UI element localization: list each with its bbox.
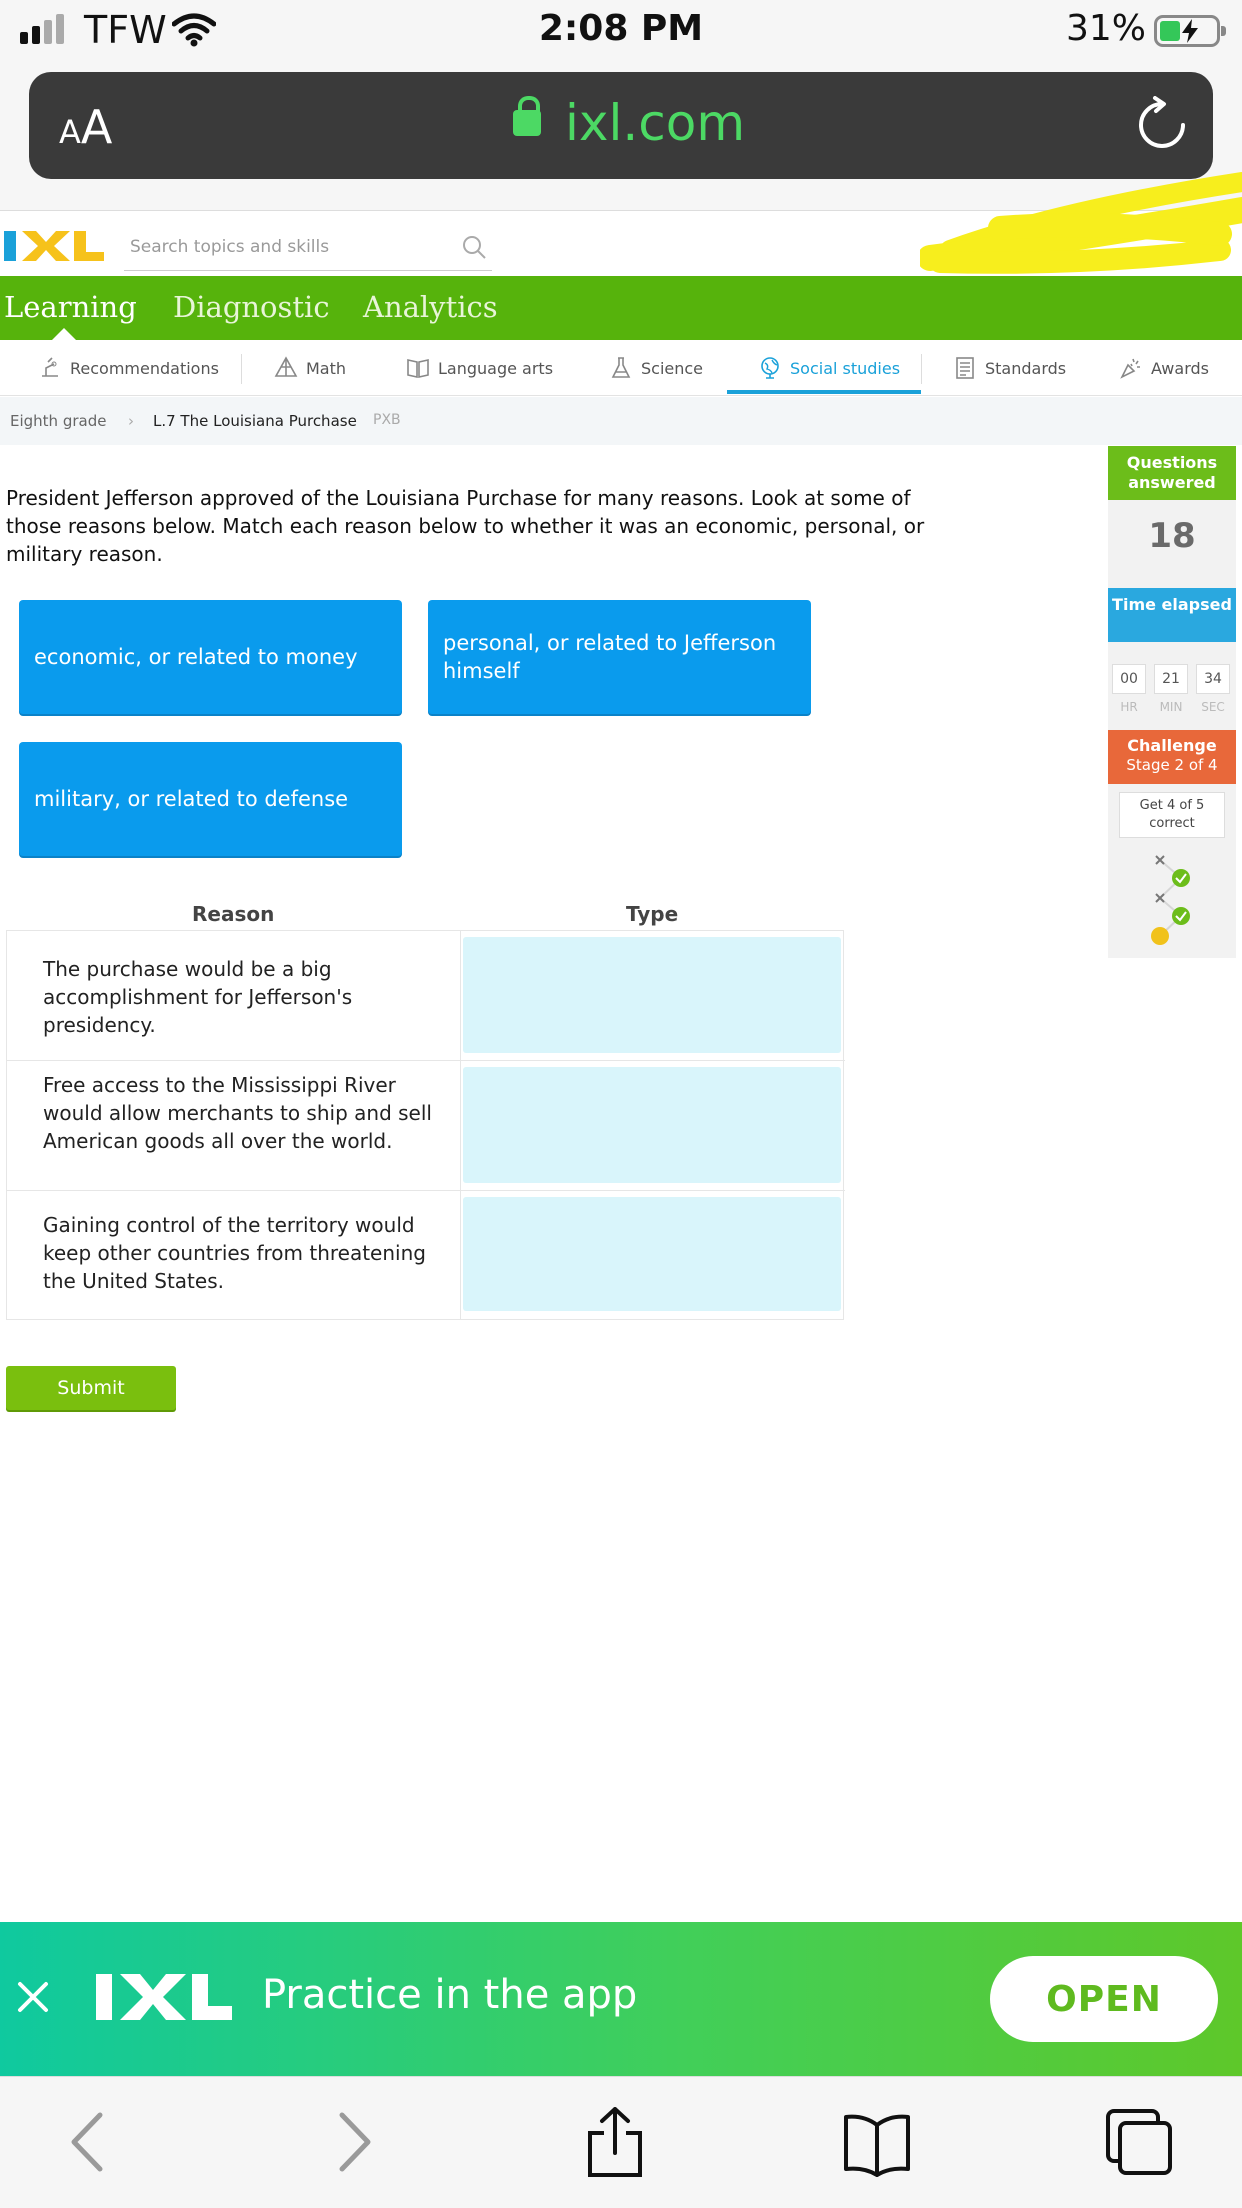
clock: 2:08 PM [538, 8, 704, 49]
reload-icon[interactable] [1133, 96, 1191, 154]
breadcrumb-grade[interactable]: Eighth grade [10, 412, 107, 430]
lock-icon [513, 110, 541, 136]
ios-status-bar [0, 0, 1242, 62]
awards-icon [1119, 356, 1143, 380]
skill-code: PXB [373, 412, 401, 428]
question-prompt: President Jefferson approved of the Louisiana Purchase for many reasons. Look at some of those reasons below. Match each reason below to whether it was an economic, personal, or military reason. [6, 486, 925, 566]
column-header-reason: Reason [192, 902, 275, 926]
column-header-type: Type [626, 902, 679, 926]
challenge-title: Challenge [1127, 736, 1217, 755]
reason-text: The purchase would be a big accomplishment for Jefferson's presidency. [43, 957, 353, 1037]
back-icon[interactable] [56, 2107, 126, 2177]
drop-zone[interactable] [463, 1197, 841, 1311]
timer-hours-label: HR [1120, 700, 1138, 714]
browser-bottom-bar [0, 2076, 1242, 2208]
tab-math[interactable] [274, 340, 346, 396]
subject-tabs [0, 340, 1242, 396]
table-row [7, 931, 845, 1061]
timer-seconds-label: SEC [1201, 700, 1225, 714]
drop-zone[interactable] [463, 1067, 841, 1183]
answer-tile-label: economic, or related to money [34, 645, 358, 669]
submit-button[interactable]: Submit [6, 1366, 176, 1410]
correct-check-icon [1172, 869, 1190, 887]
answer-tile-personal[interactable] [428, 600, 811, 714]
search-placeholder: Search topics and skills [130, 237, 330, 257]
reason-text: Free access to the Mississippi River would allow merchants to ship and sell American goods all over the world. [43, 1073, 432, 1153]
time-elapsed-header: Time elapsed [1108, 588, 1236, 642]
correct-check-icon [1172, 907, 1190, 925]
address-bar[interactable] [29, 72, 1213, 179]
ixl-logo[interactable] [4, 227, 104, 265]
column-divider [460, 931, 461, 1061]
tab-label: Social studies [790, 358, 901, 378]
column-divider [460, 1061, 461, 1191]
battery-icon [1154, 15, 1220, 47]
nav-learning[interactable]: Learning [4, 290, 137, 324]
chevron-right-icon: › [128, 412, 134, 430]
banner-text: Practice in the app [262, 1972, 638, 2018]
text-size-large-label: A [80, 100, 113, 154]
text-size-small-label: A [59, 113, 81, 151]
tab-label: Math [306, 358, 347, 378]
tab-label: Recommendations [70, 358, 219, 378]
breadcrumb-skill: L.7 The Louisiana Purchase [153, 412, 357, 430]
search-field[interactable] [124, 227, 492, 271]
battery-percentage: 31% [1065, 8, 1146, 49]
bookmarks-icon[interactable] [842, 2107, 912, 2177]
yellow-scribble-redaction [920, 170, 1242, 290]
answer-tile-economic[interactable] [19, 600, 402, 714]
questions-answered-header: Questions answered [1108, 446, 1236, 500]
table-row [7, 1061, 845, 1191]
share-icon[interactable] [580, 2107, 650, 2177]
tab-label: Language arts [438, 358, 554, 378]
open-app-button[interactable]: OPEN [990, 1956, 1218, 2042]
tab-separator [921, 354, 922, 384]
battery-fill [1160, 21, 1180, 41]
answer-tile-label: military, or related to defense [34, 787, 349, 811]
search-icon[interactable] [460, 233, 488, 261]
url-text[interactable]: ixl.com [565, 94, 746, 152]
timer-seconds: 34 [1196, 664, 1230, 694]
tabs-icon[interactable] [1104, 2107, 1174, 2177]
globe-icon [758, 356, 782, 380]
app-promo-banner [0, 1922, 1242, 2076]
timer-minutes: 21 [1154, 664, 1188, 694]
recommendations-icon [38, 356, 62, 380]
tab-social-studies[interactable] [758, 340, 900, 396]
challenge-stage: Stage 2 of 4 [1126, 756, 1218, 774]
tab-label: Standards [985, 358, 1067, 378]
answer-tile-label: personal, or related to Jefferson himself [443, 631, 777, 683]
math-icon [274, 356, 298, 380]
tab-awards[interactable] [1119, 340, 1209, 396]
challenge-progress-path [1108, 846, 1236, 956]
nav-diagnostic[interactable]: Diagnostic [173, 290, 330, 324]
challenge-goal: Get 4 of 5 correct [1119, 792, 1225, 838]
challenge-header [1108, 730, 1236, 784]
drop-zone[interactable] [463, 937, 841, 1053]
standards-icon [953, 356, 977, 380]
close-icon[interactable] [14, 1978, 52, 2016]
forward-icon[interactable] [316, 2107, 386, 2177]
tab-language-arts[interactable] [406, 340, 553, 396]
current-position-dot [1151, 927, 1169, 945]
carrier-name: TFW [84, 8, 167, 52]
wrong-mark-icon [1156, 856, 1164, 864]
active-tab-underline [727, 390, 921, 394]
timer-minutes-label: MIN [1159, 700, 1183, 714]
column-divider [460, 1191, 461, 1320]
tab-label: Science [641, 358, 704, 378]
nav-analytics[interactable]: Analytics [363, 290, 498, 324]
tab-recommendations[interactable] [38, 340, 219, 396]
ixl-logo-white [96, 1970, 232, 2024]
text-size-button[interactable] [59, 100, 112, 154]
reason-text: Gaining control of the territory would keep other countries from threatening the United States. [43, 1213, 426, 1293]
tab-science[interactable] [609, 340, 703, 396]
tab-label: Awards [1151, 358, 1209, 378]
charging-bolt-icon [1179, 19, 1201, 43]
matching-table [6, 930, 844, 1320]
wrong-mark-icon [1156, 894, 1164, 902]
main-nav [0, 276, 1242, 340]
answer-tile-military[interactable] [19, 742, 402, 856]
questions-answered-count: 18 [1148, 516, 1196, 556]
book-icon [406, 356, 430, 380]
table-row [7, 1191, 845, 1320]
active-nav-caret [52, 328, 76, 340]
tab-standards[interactable] [953, 340, 1066, 396]
breadcrumb [0, 397, 1242, 445]
flask-icon [609, 356, 633, 380]
tab-separator [241, 354, 242, 384]
timer-hours: 00 [1112, 664, 1146, 694]
progress-side-panel [1108, 446, 1236, 958]
battery-nub [1221, 26, 1226, 36]
